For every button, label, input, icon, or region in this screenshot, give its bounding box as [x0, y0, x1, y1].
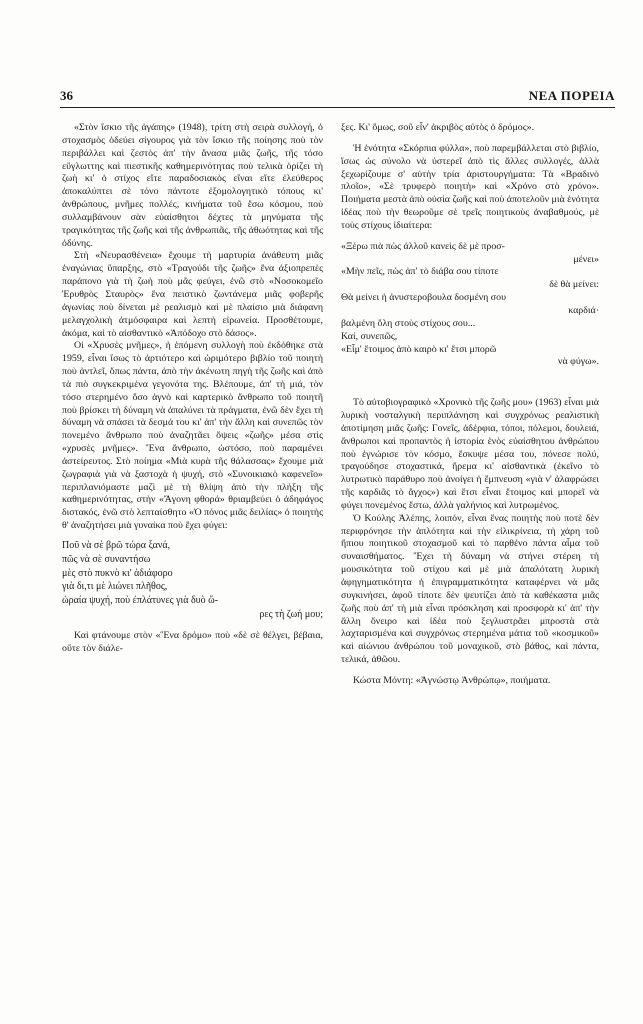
page-number: 36	[60, 88, 73, 103]
poem-line: ρες τὴ ζωή μου;	[259, 608, 323, 620]
poem-line: ὡραία ψυχή, ποὺ ἐπλάτυνες γιὰ δυὸ ὥ-	[62, 595, 219, 607]
paragraph: Καὶ φτάνουμε στὸν «Ἕνα δρόμο» ποὺ «δὲ σὲ θέλγει, βέβαια, οὔτε τὸν διάλε-	[62, 629, 323, 654]
verse-line: Καί, συνεπῶς,	[341, 330, 398, 342]
poem-line: γιὰ δι,τι μὲ λιώνει πλῆθος,	[62, 581, 168, 593]
paragraph: Τὸ αὐτοβιογραφικὸ «Χρονικὸ τῆς ζωῆς μου» (1963) εἶναι μιὰ λυρικὴ νοσταλγικὴ περιπλάνηση καὶ συγχρόνως ρεαλιστικὴ ἀποτίμηση μιᾶς ζωῆς: Γονεῖς, ἀδέρφια, τόποι, πόλεμοι, δουλειά, ἄνθρωποι καὶ προπαντὸς ἡ ἱστορία ἑνὸς εὐαίσθητου ἀνθρώπου ποὺ ἐγνώρισε τὸν κόσμο, ἔσκυψε μέσα του, πόνεσε πολύ, τραγούδησε στοχαστικά, ἤρεμα κι' αἰσθαντικὰ (ἐκεῖνο τὸ λυτρωτικὸ παράθυρο ποὺ ἀνοίγει ἡ ἔμπνευση «γιὰ ν' ἀλαφρώσει τῆς καρδιᾶς τὸ ἄγχος») καὶ ἔτσι εἶναι ἕτοιμος καὶ μπορεῖ νὰ φύγει πονεμένος ἔστω, ἀλλὰ γαλήνιος καὶ λυτρωμένος.	[341, 397, 599, 511]
poem-line: μὲς στὸ πυκνὸ κι' ἀδιάφορο	[62, 567, 173, 579]
paragraph: Στὴ «Νευρασθένεια» ἔχουμε τὴ μαρτυρία ἀνάθευτη μιᾶς ἐναγώνιας ὕπαρξης, στὸ «Τραγούδι τῆς ζωῆς» ἕνα ἀξιοπρεπὲς παράπονο γιὰ τὴ ζωὴ ποὺ μᾶς φεύγει, ἐνῶ στὸ «Νοσοκομεῖο Ἐρυθρὸς Σταυρὸς» ἕνα πειστικὸ ζωντάνεμα μιᾶς φοβερῆς ἀγωνίας ποὺ δίνεται μὲ ρεαλισμὸ καὶ μὲ πλαίσιο μιὰ διάφανη μελαγχολικὴ ἀτμόσφαιρα καὶ λεπτὴ εἰρωνεία. Προσθέτουμε, ἀκόμα, καὶ τὸ αἰσθαντικὸ «Ἀπόδοχο στὸ δάσος».	[62, 250, 323, 339]
paragraph: «Στὸν ἴσκιο τῆς ἀγάπης» (1948), τρίτη στὴ σειρὰ συλλογή, ὁ στοχασμὸς ὁδεύει σίγουρος γιὰ τὸν ἴσκιο τῆς ποίησης ποὺ τὸν περιβάλλει καὶ ζεστὸς ἀπ' τὴν ἄνασα μιᾶς ζωῆς, τῆς τόσο εὔγλωττης καὶ πιεστικῆς καθημερινότητας ποὺ τελικὰ ὁρίζει τὴ ζωὴ κι' ὁ στίχος εἴτε παραδοσιακὸς εἴναι εἴτε ἐλεύθερος ἀποκαλύπτει σὲ τόνο πάντοτε ἐξομολογητικὸ τόπους κι' ἀνθρώπους, μνῆμες πολλές, κινήματα τοῦ ἔσω κόσμου, ποὺ συλλαμβάνουν σὰν εὐαίσθητοι δέχτες τὰ μηνύματα τῆς τραγικότητας τῆς ζωῆς καὶ τῆς ἀνθρωπιᾶς, τῆς ἀθωότητας καὶ τῆς ὀδύνης.	[62, 122, 323, 249]
poem-line: πῶς νὰ σὲ συναντήσω	[62, 553, 151, 565]
left-column	[62, 122, 323, 655]
verse-line: «Ξέρω πιὰ πὼς ἀλλοῦ κανεὶς δὲ μὲ προσ-	[341, 240, 505, 252]
paragraph: Ἡ ἑνότητα «Σκόρπια φύλλα», ποὺ παρεμβάλλεται στὸ βιβλίο, ἴσως ὡς σύνολο νὰ ὑστερεῖ ἀπὸ τὶς ἄλλες συλλογές, ἀλλὰ ξεχωρίζουμε σ' αὐτὴν τρία ἀριστουργήματα: Τὰ «Βραδινὸ πλοῖο», «Σὲ τρυφερὸ ποιητὴ» καὶ «Χρόνο στὸ χρόνο». Ποιήματα μεστὰ ἀπὸ οὐσία ζωῆς καὶ ποὺ ἀποτελοῦν μιὰ ἑνότητα ἰδέας ποὺ τὴν θεωροῦμε σὲ τρεῖς ποιητικοὺς ἀναβαθμούς, μὲ τοὺς στίχους ἰδιαίτερα:	[341, 142, 599, 231]
verse-line: «Μὴν πεῖς, πὼς ἀπ' τὸ διάβα σου τίποτε	[341, 266, 499, 278]
paragraph: ξες. Κι' ὅμως, σοῦ εἶν' ἀκριβὸς αὐτὸς ὁ δρόμος».	[341, 122, 535, 133]
poem-line: Ποῦ νὰ σὲ βρῶ τώρα ξανά,	[62, 540, 171, 551]
verse-line: νὰ φύγω».	[558, 356, 599, 368]
header-rule	[60, 107, 615, 108]
paragraph: Οἱ «Χρυσὲς μνῆμες», ἡ ἑπόμενη συλλογὴ ποὺ ἐκδόθηκε στὰ 1959, εἶναι ἴσως τὸ ἀρτιότερο καὶ ὡριμότερο βιβλίο τοῦ ποιητὴ ποὺ ἀντλεῖ, ὅπως πάντα, ἀπὸ τὴν ἀκένωτη πηγὴ τῆς ζωῆς καὶ ἀπὸ τὰ πιὸ συγκεκριμένα γεγονότα της. Βλέπουμε, ἀπ' τὴ μιά, τὸν τόσο στερημένο ὅσο ἁγνὸ καὶ καρτερικὸ ἄνθρωπο τοῦ ποιητῆ ποὺ βρίσκει τὴ δύναμη νὰ ἀπαλύνει τὰ πράγματα, ἐνῶ δὲν ἔχει τὴ δύναμη νὰ σπάσει τὰ δεσμά του κι' ἀπ' τὴν ἄλλη καὶ συνεπῶς τὸν πονεμένο ἄνθρωπο ποὺ ἀναζητᾶει ὄψεις «ζωῆς» μέσα στὶς «χρυσὲς μνῆμες». Ἕνα ἄνθρωπο, ὡστόσο, ποὺ παραμένει ἀστείρευτος. Στὸ ποίημα «Μιὰ κυρὰ τῆς θάλασσας» ἔχουμε μιὰ ζωγραφιὰ γιὰ νὰ ξαστοχὰ ἡ ψυχή, στὸ «Συνοικιακὸ καφενεῖο» περιπλανιόμαστε μαζὶ μὲ τὴ θλίψη ἀπὸ τὴν πλήξη τῆς καθημερινότητας, στὴν «Ἄγονη φθορά» θριαμβεύει ὁ ἀδηφάγος διστακός, ἐνῶ στὸ λεπταίσθητο «Ὁ πόνος μιᾶς δειλίας» ὁ ποιητὴς θ' ἀναζητήσει μιὰ γυναίκα ποὺ ἔχει φύγει:	[62, 340, 323, 532]
verse-line: καρδιά·	[568, 304, 599, 316]
verse-line: Θὰ μείνει ἡ ἀνυστεροβουλα δοσμένη σου	[341, 292, 506, 304]
verse-line: μένει»	[573, 253, 599, 265]
right-column	[341, 122, 599, 688]
paragraph: Κώστα Μόντη: «Ἀγνώστῳ Ἀνθρώπῳ», ποιήματα.	[353, 674, 551, 686]
paragraph: Ὁ Κούλης Ἀλέπης, λοιπόν, εἶναι ἕνας ποιητὴς ποὺ ποτὲ δὲν περιφρόνησε τὴν ἁπλότητα καὶ τὴν εἰλικρίνεια, τὴ χάρη τοῦ ἤπιου ποιητικοῦ στοχασμοῦ καὶ τὸ παρθένο πάντα αἷμα τοῦ συναισθήματος. Ἔχει τὴ δύναμη νὰ στήνει στέρεη τὴ μουσικότητα τοῦ στίχου καὶ μὲ μιὰ ἀπαλότατη λυρικὴ ἀφηγηματικότητα ἡ ἐπιγραμματικότητα καταφέρνει νὰ μᾶς συγκινήσει, ἀφοῦ τίποτε δὲν ψευτίζει ἀπὸ τὰ καθέκαστα μιᾶς ζωῆς ποὺ ἀπ' τὴ μιὰ εἶναι πρόσκληση καὶ προσφορὰ κι' ἀπ' τὴν ἄλλη ὄνειρο καὶ ἰδέα ποὺ ξεγλυστρᾶει μπροστὰ στὰ λαχταρισμένα καὶ συγχρόνως στερημένα μάτια τοῦ «κοσμικοῦ» καὶ αἰώνιου ἀνθρώπου τοῦ μοναχικοῦ, στὸ βάθος, καὶ πάντα, τελικά, ἀθῶου.	[341, 512, 599, 666]
verse-line: βαλμένη ὅλη στοὺς στίχους σου...	[341, 317, 476, 329]
running-title: ΝΕΑ ΠΟΡΕΙΑ	[528, 88, 615, 103]
verse-line: «Εἶμ' ἕτοιμος ἀπὸ καιρὸ κι' ἔτσι μπορῶ	[341, 343, 497, 355]
poem-quote	[62, 539, 323, 622]
verse-line: δὲ θὰ μείνει:	[549, 279, 599, 291]
